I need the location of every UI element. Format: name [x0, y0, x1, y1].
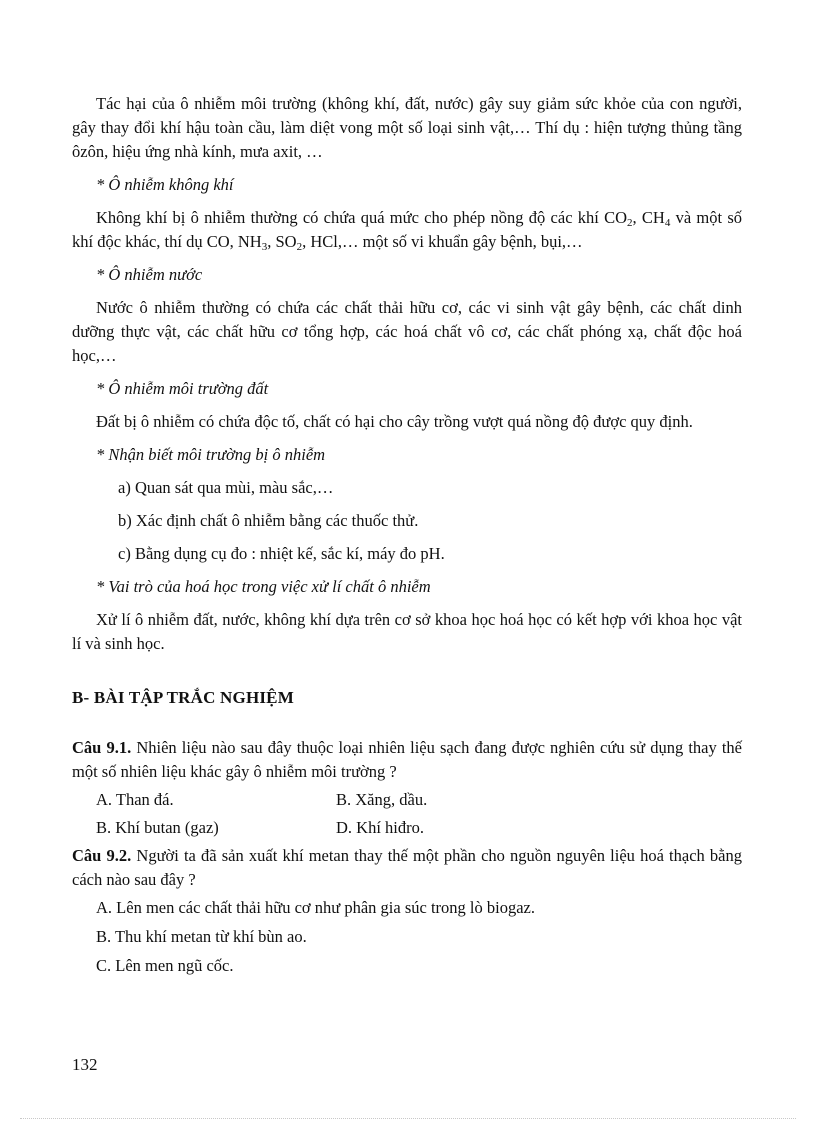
option-d: D. Khí hiđro. — [336, 818, 424, 837]
question-9-2 — [72, 844, 742, 892]
recognize-item-c: c) Bằng dụng cụ đo : nhiệt kế, sắc kí, máy đo pH. — [118, 544, 445, 563]
question-9-1-options-row-1 — [72, 788, 742, 812]
water-pollution-text: Nước ô nhiễm thường có chứa các chất thải hữu cơ, các vi sinh vật gây bệnh, các chất dinh dưỡng thực vật, các chất hữu cơ tổng hợp, các hoá chất vô cơ, các chất phóng xạ, chất độc hoá học,… — [72, 298, 742, 365]
role-text: Xử lí ô nhiễm đất, nước, không khí dựa trên cơ sở khoa học hoá học có kết hợp với khoa học vật lí và sinh học. — [72, 610, 742, 653]
question-text: Nhiên liệu nào sau đây thuộc loại nhiên liệu sạch đang được nghiên cứu sử dụng thay thế một số nhiên liệu khác gây ô nhiễm môi trường ? — [72, 738, 743, 781]
water-pollution-heading: * Ô nhiễm nước — [96, 265, 203, 284]
recognize-item-a: a) Quan sát qua mùi, màu sắc,… — [118, 478, 334, 497]
soil-pollution-heading: * Ô nhiễm môi trường đất — [96, 379, 269, 398]
option-b: B. Thu khí metan từ khí bùn ao. — [96, 927, 307, 946]
question-9-1-options-row-2 — [72, 816, 742, 840]
intro-paragraph: Tác hại của ô nhiễm môi trường (không khí, đất, nước) gây suy giảm sức khỏe của con người, gây thay đổi khí hậu toàn cầu, làm diệt vong một số loại sinh vật,… Thí dụ : hiện tượng thủng tầng ôzôn, hiệu ứng nhà kính, mưa axit, … — [72, 94, 742, 161]
role-heading: * Vai trò của hoá học trong việc xử lí chất ô nhiễm — [96, 577, 431, 596]
soil-pollution-text: Đất bị ô nhiễm có chứa độc tố, chất có hại cho cây trồng vượt quá nồng độ được quy định. — [96, 412, 693, 431]
option-a: A. Lên men các chất thải hữu cơ như phân gia súc trong lò biogaz. — [96, 898, 535, 917]
option-a: A. Than đá. — [96, 790, 174, 809]
page-number: 132 — [72, 1055, 98, 1074]
option-b: B. Xăng, dầu. — [336, 790, 428, 809]
question-text: Người ta đã sản xuất khí metan thay thế một phần cho nguồn nguyên liệu hoá thạch bằng cách nào sau đây ? — [72, 846, 742, 889]
recognize-item-b: b) Xác định chất ô nhiễm bằng các thuốc thử. — [118, 511, 419, 530]
question-9-1 — [72, 736, 742, 784]
question-label: Câu 9.2. — [72, 846, 132, 865]
air-pollution-text: Không khí bị ô nhiễm thường có chứa quá mức cho phép nồng độ các khí $CO_2$, $CH_4$ và một số khí độc khác, thí dụ CO, $NH_3$, $SO_2$, HCl,… một số vi khuẩn gây bệnh, bụi,… — [72, 208, 742, 253]
recognize-heading: * Nhận biết môi trường bị ô nhiễm — [96, 445, 326, 464]
question-label: Câu 9.1. — [72, 738, 132, 757]
option-c: B. Khí butan (gaz) — [96, 818, 219, 837]
page-content — [72, 92, 742, 983]
footer-divider — [20, 1118, 796, 1119]
option-c: C. Lên men ngũ cốc. — [96, 956, 234, 975]
air-pollution-heading: * Ô nhiễm không khí — [96, 175, 234, 194]
section-title: B- BÀI TẬP TRẮC NGHIỆM — [72, 688, 294, 707]
